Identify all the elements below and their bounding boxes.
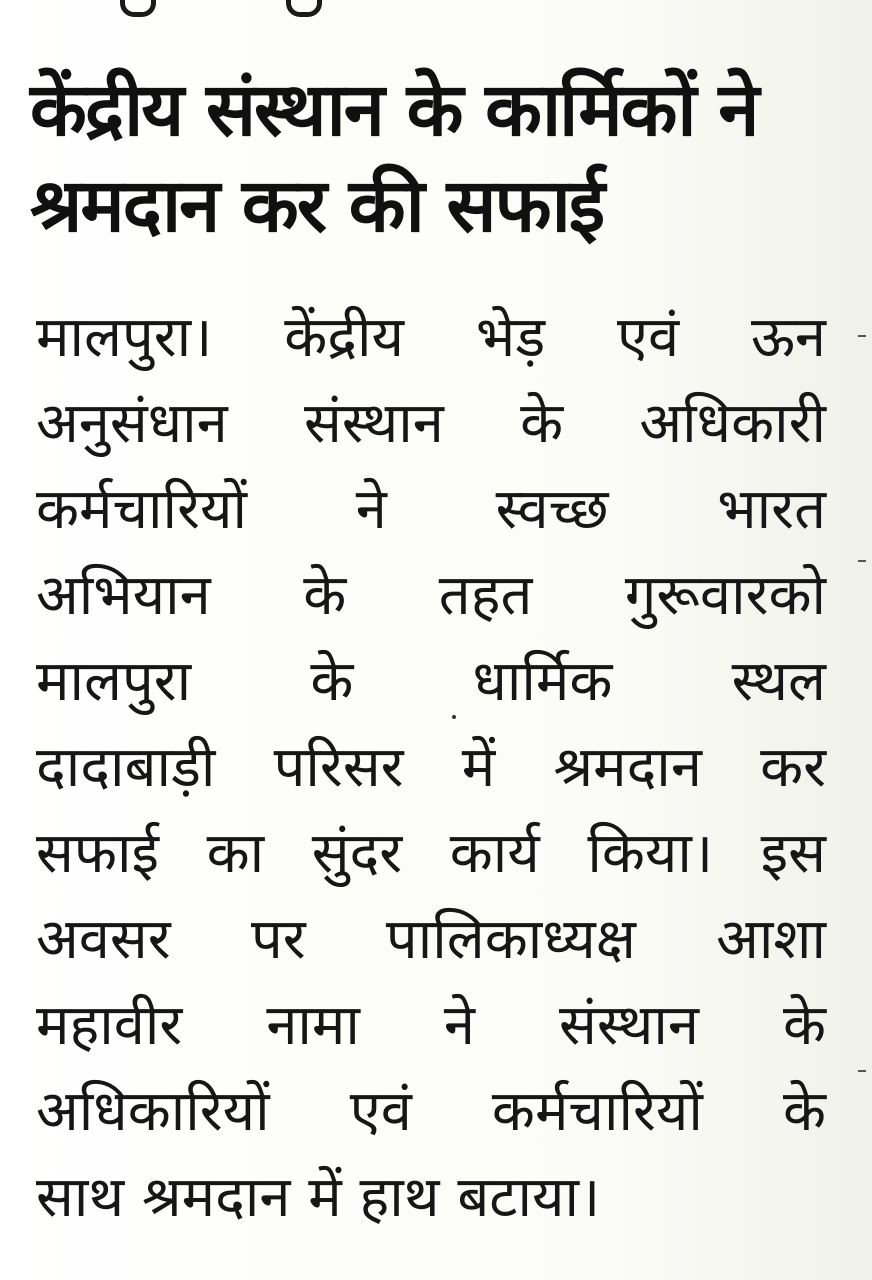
body-line: अनुसंधान संस्थान के अधिकारी [36,391,826,456]
body-line: अधिकारियों एवं कर्मचारियों के [36,1079,826,1144]
body-line: दादाबाड़ी परिसर में श्रमदान कर [36,735,826,800]
body-line: साथ श्रमदान में हाथ बटाया। [36,1165,601,1230]
headline-line: श्रमदान कर की सफाई [30,163,604,249]
body-line: सफाई का सुंदर कार्य किया। इस [36,821,826,886]
body-line: अभियान के तहत गुरूवारको [36,563,826,628]
body-line: मालपुरा के धार्मिक स्थल [36,649,826,714]
body-line: महावीर नामा ने संस्थान के [36,993,826,1058]
body-line: कर्मचारियों ने स्वच्छ भारत [36,477,826,542]
headline-line: केंद्रीय संस्थान के कार्मिकों ने [30,67,758,153]
body-line: अवसर पर पालिकाध्यक्ष आशा [36,907,826,972]
article-body [36,295,826,1241]
headline [30,62,830,254]
edge-mark [858,1070,866,1072]
edge-mark [858,560,866,562]
edge-mark [858,335,866,337]
body-line: मालपुरा। केंद्रीय भेड़ एवं ऊन [36,305,826,370]
print-speck [452,715,456,719]
cropped-previous-text [110,0,350,26]
